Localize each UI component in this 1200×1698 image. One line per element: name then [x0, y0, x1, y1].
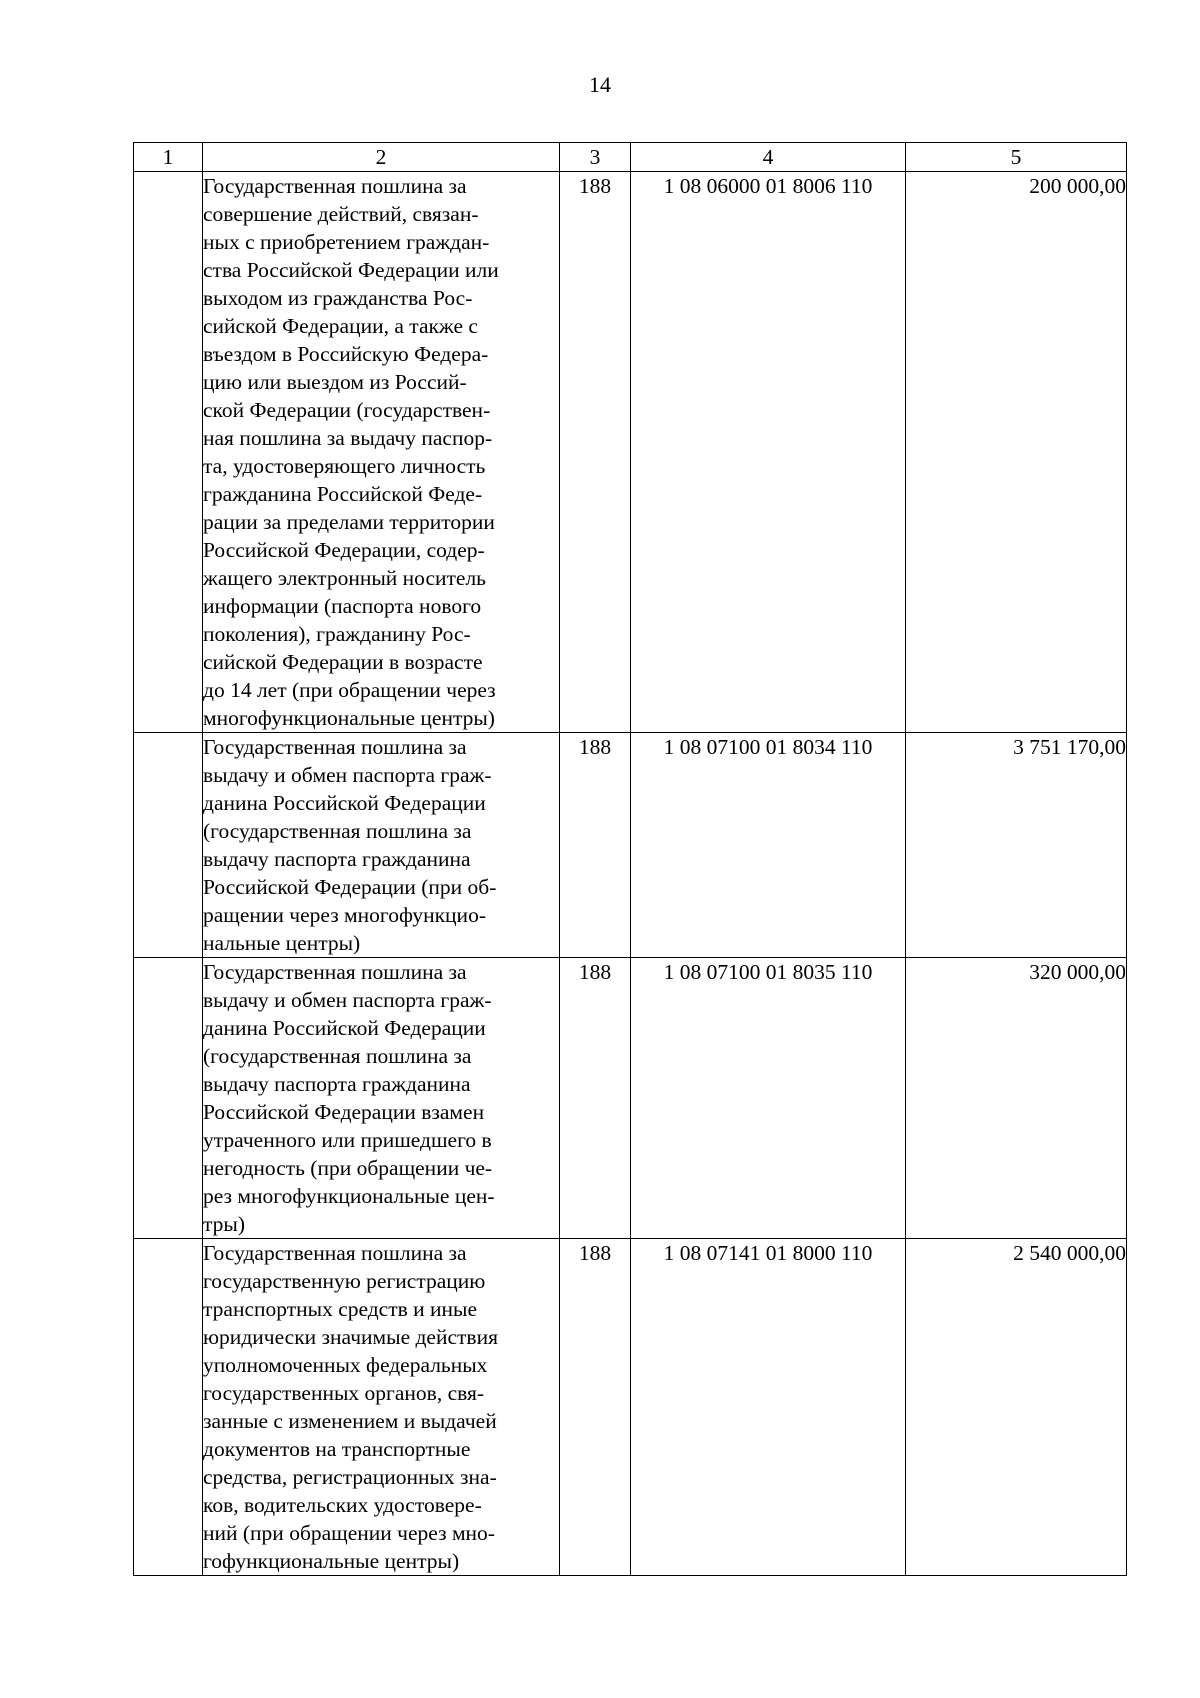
cell-number [134, 958, 203, 1239]
revenue-name-line: поколения), гражданину Рос- [203, 622, 471, 646]
revenue-name-line: гофункциональные центры) [203, 1549, 460, 1573]
revenue-name-line: уполномоченных федеральных [203, 1353, 488, 1377]
header-col-1: 1 [134, 143, 203, 172]
revenue-name-line: гражданина Российской Феде- [203, 482, 483, 506]
revenue-name-line: юридически значимые действия [203, 1325, 498, 1349]
revenue-name-line: Российской Федерации взамен [203, 1100, 485, 1124]
cell-number [134, 172, 203, 733]
cell-revenue-name [203, 1239, 560, 1576]
cell-amount: 200 000,00 [906, 172, 1127, 733]
revenue-name-line: совершение действий, связан- [203, 202, 479, 226]
revenue-name-line: цию или выездом из Россий- [203, 370, 467, 394]
revenue-name-line: государственных органов, свя- [203, 1381, 485, 1405]
table-header [134, 143, 1127, 172]
revenue-name-line: средства, регистрационных зна- [203, 1465, 497, 1489]
revenue-name-line: сийской Федерации в возрасте [203, 650, 483, 674]
cell-amount: 320 000,00 [906, 958, 1127, 1239]
revenue-name-line: ства Российской Федерации или [203, 258, 499, 282]
cell-revenue-name [203, 172, 560, 733]
revenue-name-line: ная пошлина за выдачу паспор- [203, 426, 493, 450]
header-row [134, 143, 1127, 172]
cell-admin-code: 188 [560, 733, 631, 958]
revenue-name-line: жащего электронный носитель [203, 566, 486, 590]
cell-amount: 3 751 170,00 [906, 733, 1127, 958]
revenue-name-line: негодность (при обращении че- [203, 1156, 493, 1180]
revenue-name-line: ращении через многофункцио- [203, 903, 486, 927]
revenue-name-line: ской Федерации (государствен- [203, 398, 491, 422]
header-col-5: 5 [906, 143, 1127, 172]
cell-classification-code: 1 08 07100 01 8034 110 [631, 733, 906, 958]
revenue-name-line: Государственная пошлина за [203, 960, 467, 984]
revenue-name-line: въездом в Российскую Федера- [203, 342, 489, 366]
revenue-name-line: выдачу и обмен паспорта граж- [203, 988, 492, 1012]
revenue-name-line: нальные центры) [203, 931, 361, 955]
revenue-name-line: Государственная пошлина за [203, 174, 467, 198]
table-row [134, 1239, 1127, 1576]
cell-number [134, 733, 203, 958]
cell-admin-code: 188 [560, 172, 631, 733]
revenue-name-line: документов на транспортные [203, 1437, 471, 1461]
revenue-name-line: утраченного или пришедшего в [203, 1128, 492, 1152]
revenue-name-line: выходом из гражданства Рос- [203, 286, 473, 310]
cell-number [134, 1239, 203, 1576]
table-body [134, 172, 1127, 1576]
revenue-name-line: рации за пределами территории [203, 510, 495, 534]
revenue-name-line: та, удостоверяющего личность [203, 454, 486, 478]
table-row [134, 733, 1127, 958]
revenue-name-line: государственную регистрацию [203, 1269, 486, 1293]
header-col-4: 4 [631, 143, 906, 172]
cell-classification-code: 1 08 06000 01 8006 110 [631, 172, 906, 733]
revenue-name-line: рез многофункциональные цен- [203, 1184, 495, 1208]
revenue-name-line: занные с изменением и выдачей [203, 1409, 497, 1433]
revenue-name-line: выдачу и обмен паспорта граж- [203, 763, 492, 787]
revenue-table [133, 142, 1127, 1576]
revenue-name-line: Государственная пошлина за [203, 735, 467, 759]
revenue-name-line: ков, водительских удостовере- [203, 1493, 482, 1517]
page-number: 14 [589, 72, 611, 97]
revenue-name-line: (государственная пошлина за [203, 1044, 472, 1068]
header-col-3: 3 [560, 143, 631, 172]
revenue-name-line: до 14 лет (при обращении через [203, 678, 496, 702]
cell-classification-code: 1 08 07100 01 8035 110 [631, 958, 906, 1239]
revenue-name-line: сийской Федерации, а также с [203, 314, 478, 338]
cell-classification-code: 1 08 07141 01 8000 110 [631, 1239, 906, 1576]
revenue-name-line: тры) [203, 1212, 246, 1236]
revenue-name-line: данина Российской Федерации [203, 1016, 486, 1040]
cell-amount: 2 540 000,00 [906, 1239, 1127, 1576]
revenue-name-line: информации (паспорта нового [203, 594, 482, 618]
cell-revenue-name [203, 733, 560, 958]
table-row [134, 958, 1127, 1239]
revenue-name-line: ний (при обращении через мно- [203, 1521, 495, 1545]
revenue-name-line: ных с приобретением граждан- [203, 230, 490, 254]
cell-admin-code: 188 [560, 958, 631, 1239]
revenue-name-line: Российской Федерации (при об- [203, 875, 497, 899]
revenue-name-line: выдачу паспорта гражданина [203, 847, 471, 871]
revenue-name-line: многофункциональные центры) [203, 706, 495, 730]
revenue-name-line: данина Российской Федерации [203, 791, 486, 815]
header-col-2: 2 [203, 143, 560, 172]
revenue-name-line: (государственная пошлина за [203, 819, 472, 843]
revenue-name-line: Государственная пошлина за [203, 1241, 467, 1265]
table-row [134, 172, 1127, 733]
revenue-name-line: транспортных средств и иные [203, 1297, 478, 1321]
revenue-name-line: выдачу паспорта гражданина [203, 1072, 471, 1096]
cell-revenue-name [203, 958, 560, 1239]
cell-admin-code: 188 [560, 1239, 631, 1576]
revenue-name-line: Российской Федерации, содер- [203, 538, 485, 562]
